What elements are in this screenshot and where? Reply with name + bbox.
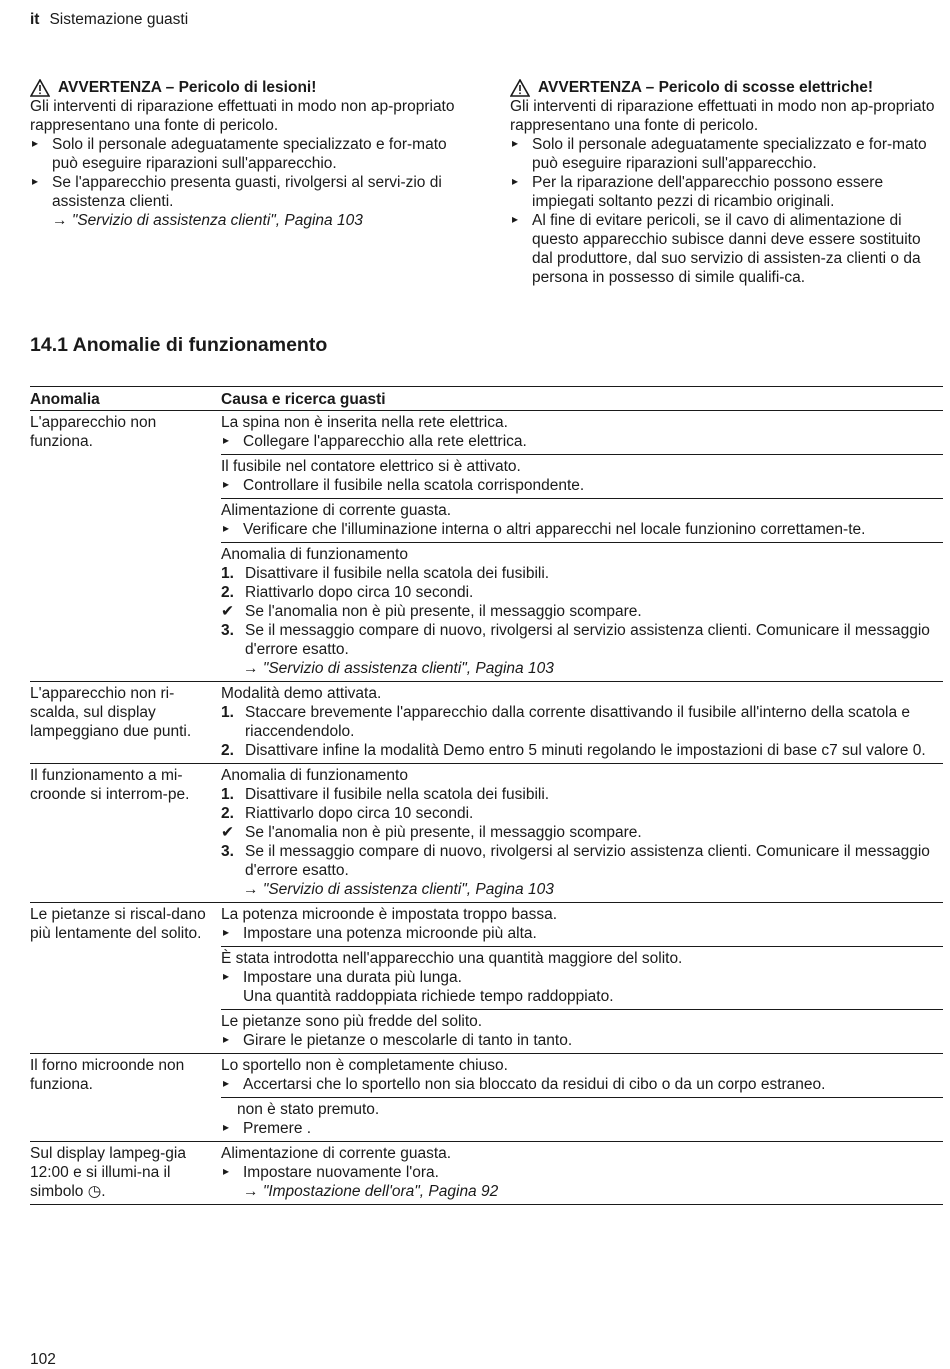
troubleshooting-table — [30, 386, 943, 1205]
cause-cell: Il fusibile nel contatore elettrico si è attivato. ▸ Controllare il fusibile nella scatola corrispondente. — [221, 455, 943, 499]
warning-bullet: ▸ Per la riparazione dell'apparecchio possono essere impiegati soltanto pezzi di ricambio originali. — [510, 173, 940, 211]
warning-title: AVVERTENZA – Pericolo di scosse elettriche! — [510, 78, 940, 97]
anomaly-cell: L'apparecchio non funziona. — [30, 411, 221, 682]
warning-title: AVVERTENZA – Pericolo di lesioni! — [30, 78, 460, 97]
arrow-icon: → — [243, 1183, 259, 1200]
cause-cell: È stata introdotta nell'apparecchio una quantità maggiore del solito. ▸ Impostare una durata più lunga. Una quantità raddoppiata richiede tempo raddoppiato. — [221, 947, 943, 1010]
running-header — [30, 10, 188, 29]
checkmark-icon: ✔ — [221, 603, 234, 620]
anomaly-cell: Il funzionamento a mi-croonde si interrom-pe. — [30, 764, 221, 903]
section-title: 14.1 Anomalie di funzionamento — [30, 334, 328, 356]
warning-intro: Gli interventi di riparazione effettuati in modo non ap-propriato rappresentano una fonte di pericolo. — [510, 98, 935, 134]
warning-electric-shock — [510, 78, 940, 287]
header-section: Sistemazione guasti — [49, 11, 189, 28]
cause-cell: Anomalia di funzionamento 1. Disattivare il fusibile nella scatola dei fusibili. 2. Riattivarlo dopo circa 10 secondi. ✔ Se l'anomalia non è più presente, il messaggio scompare. 3. Se il messaggio compare di nuovo, rivolgersi al servizio assistenza clienti. Comunicare il messaggio d'errore esatto. → "Servizio di assistenza clienti", Pagina 103 — [221, 764, 943, 903]
cause-cell: Anomalia di funzionamento 1. Disattivare il fusibile nella scatola dei fusibili. 2. Riattivarlo dopo circa 10 secondi. ✔ Se l'anomalia non è più presente, il messaggio scompare. 3. Se il messaggio compare di nuovo, rivolgersi al servizio assistenza clienti. Comunicare il messaggio d'errore esatto. → "Servizio di assistenza clienti", Pagina 103 — [221, 543, 943, 682]
cause-cell: non è stato premuto. ▸ Premere . — [221, 1098, 943, 1142]
cross-reference-link[interactable]: → "Servizio di assistenza clienti", Pagina 103 — [243, 881, 554, 898]
table-row — [30, 411, 943, 455]
cross-reference-link[interactable]: → "Servizio di assistenza clienti", Pagina 103 — [243, 660, 554, 677]
table-row — [30, 682, 943, 764]
warning-injury — [30, 78, 460, 230]
arrow-icon: → — [52, 212, 68, 229]
cross-reference-link[interactable]: → "Servizio di assistenza clienti", Pagina 103 — [52, 212, 363, 229]
cause-cell: La spina non è inserita nella rete elettrica. ▸ Collegare l'apparecchio alla rete elettrica. — [221, 411, 943, 455]
anomaly-cell: Le pietanze si riscal-dano più lentamente del solito. — [30, 903, 221, 1054]
language-code: it — [30, 11, 40, 28]
cause-cell: La potenza microonde è impostata troppo bassa. ▸ Impostare una potenza microonde più alta. — [221, 903, 943, 947]
page-number: 102 — [30, 1351, 56, 1368]
table-row — [30, 764, 943, 903]
table-row — [30, 1054, 943, 1098]
anomaly-cell: Il forno microonde non funziona. — [30, 1054, 221, 1142]
cross-reference-link[interactable]: → "Impostazione dell'ora", Pagina 92 — [243, 1183, 499, 1200]
cause-cell: Alimentazione di corrente guasta. ▸ Impostare nuovamente l'ora. → "Impostazione dell'ora", Pagina 92 — [221, 1142, 943, 1205]
warning-triangle-icon — [510, 79, 530, 97]
cause-cell: Le pietanze sono più fredde del solito. ▸ Girare le pietanze o mescolarle di tanto in tanto. — [221, 1010, 943, 1054]
arrow-icon: → — [243, 881, 259, 898]
checkmark-icon: ✔ — [221, 824, 234, 841]
table-row — [30, 1142, 943, 1205]
warning-triangle-icon — [30, 79, 50, 97]
warning-bullet: ▸ Solo il personale adeguatamente specializzato e for-mato può eseguire riparazioni sull'apparecchio. — [30, 135, 460, 173]
table-row — [30, 903, 943, 947]
warning-bullet: ▸ Solo il personale adeguatamente specializzato e for-mato può eseguire riparazioni sull'apparecchio. — [510, 135, 940, 173]
column-header-cause: Causa e ricerca guasti — [221, 387, 943, 411]
warning-bullet: ▸ Al fine di evitare pericoli, se il cavo di alimentazione di questo apparecchio subisce danni deve essere sostituito dal produttore, dal suo servizio di assisten-za clienti o da persona in possesso di simile qualifi-ca. — [510, 211, 940, 287]
cause-cell: Lo sportello non è completamente chiuso. ▸ Accertarsi che lo sportello non sia bloccato da residui di cibo o da un corpo estraneo. — [221, 1054, 943, 1098]
warning-intro: Gli interventi di riparazione effettuati in modo non ap-propriato rappresentano una fonte di pericolo. — [30, 98, 455, 134]
anomaly-cell: L'apparecchio non ri-scalda, sul display lampeggiano due punti. — [30, 682, 221, 764]
anomaly-cell: Sul display lampeg-gia 12:00 e si illumi-na il simbolo ◷. — [30, 1142, 221, 1205]
cause-cell: Modalità demo attivata. 1. Staccare brevemente l'apparecchio dalla corrente disattivando il fusibile all'interno della scatola e riaccendendolo. 2. Disattivare infine la modalità Demo entro 5 minuti regolando le impostazioni di base c7 sul valore 0. — [221, 682, 943, 764]
arrow-icon: → — [243, 660, 259, 677]
cause-cell: Alimentazione di corrente guasta. ▸ Verificare che l'illuminazione interna o altri apparecchi nel locale funzionino correttamen-te. — [221, 499, 943, 543]
warning-bullet: ▸ Se l'apparecchio presenta guasti, rivolgersi al servi-zio di assistenza clienti. — [30, 173, 460, 211]
column-header-anomaly: Anomalia — [30, 387, 221, 411]
